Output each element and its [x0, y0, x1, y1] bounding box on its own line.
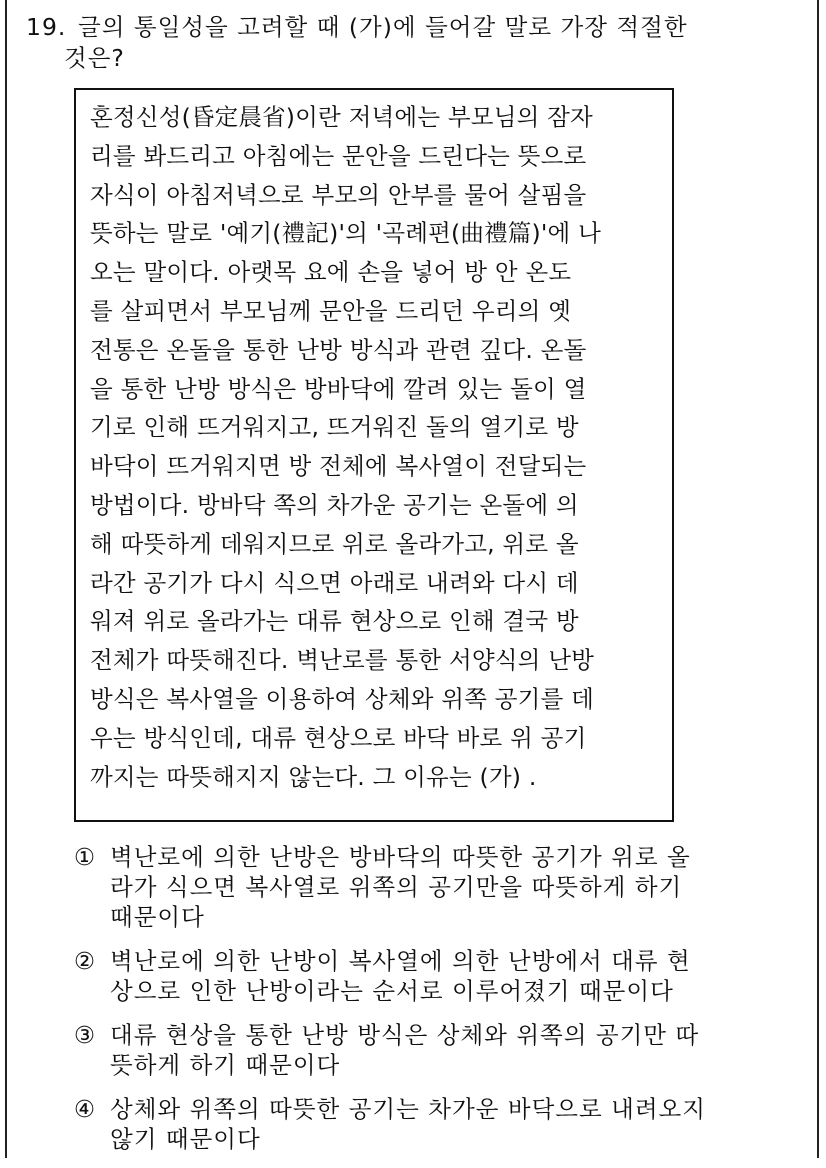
passage-line: 까지는 따뜻해지지 않는다. 그 이유는 (가) . [90, 762, 537, 791]
passage-line: 우는 방식인데, 대류 현상으로 바닥 바로 위 공기 [90, 723, 587, 752]
option-text-line: 상체와 위쪽의 따뜻한 공기는 차가운 바닥으로 내려오지 [110, 1095, 706, 1123]
option-text-line: 않기 때문이다 [110, 1125, 261, 1153]
passage-line: 바닥이 뜨거워지면 방 전체에 복사열이 전달되는 [90, 452, 587, 481]
passage-line: 오는 말이다. 아랫목 요에 손을 넣어 방 안 온도 [90, 258, 572, 287]
passage-box [74, 88, 674, 822]
option-text-line: 뜻하게 하기 때문이다 [110, 1051, 341, 1079]
passage-line: 라간 공기가 다시 식으면 아래로 내려와 다시 데 [90, 568, 579, 597]
passage-line: 전체가 따뜻해진다. 벽난로를 통한 서양식의 난방 [90, 646, 595, 675]
option-1[interactable] [74, 842, 764, 932]
option-marker: ④ [74, 1095, 97, 1123]
passage-line: 방법이다. 방바닥 쪽의 차가운 공기는 온돌에 의 [90, 490, 579, 519]
passage-line: 리를 봐드리고 아침에는 문안을 드린다는 뜻으로 [90, 141, 587, 170]
passage-line: 혼정신성(昏定晨省)이란 저녁에는 부모님의 잠자 [90, 103, 593, 131]
passage-line: 뜻하는 말로 '예기(禮記)'의 '곡례편(曲禮篇)'에 나 [90, 219, 602, 248]
option-marker: ① [74, 843, 97, 871]
option-text-line: 대류 현상을 통한 난방 방식은 상체와 위쪽의 공기만 따 [110, 1021, 700, 1049]
option-4[interactable] [74, 1094, 764, 1154]
answer-options [74, 842, 764, 1168]
option-2[interactable] [74, 946, 764, 1006]
passage-line: 를 살피면서 부모님께 문안을 드리던 우리의 옛 [90, 296, 572, 325]
passage-line: 을 통한 난방 방식은 방바닥에 깔려 있는 돌이 열 [90, 374, 587, 403]
option-marker: ② [74, 947, 97, 975]
passage-line: 워져 위로 올라가는 대류 현상으로 인해 결국 방 [90, 607, 579, 636]
option-text-line: 벽난로에 의한 난방은 방바닥의 따뜻한 공기가 위로 올 [110, 843, 691, 871]
passage-line: 자식이 아침저녁으로 부모의 안부를 물어 살핌을 [90, 180, 587, 209]
option-3[interactable] [74, 1020, 764, 1080]
passage-line: 방식은 복사열을 이용하여 상체와 위쪽 공기를 데 [90, 684, 595, 713]
question-text-line: 글의 통일성을 고려할 때 (가)에 들어갈 말로 가장 적절한 [78, 13, 688, 41]
passage-line: 전통은 온돌을 통한 난방 방식과 관련 깊다. 온돌 [90, 335, 587, 364]
passage-line: 기로 인해 뜨거워지고, 뜨거워진 돌의 열기로 방 [90, 413, 579, 442]
option-text-line: 벽난로에 의한 난방이 복사열에 의한 난방에서 대류 현 [110, 947, 691, 975]
passage-line: 해 따뜻하게 데워지므로 위로 올라가고, 위로 올 [90, 529, 579, 558]
option-text-line: 라가 식으면 복사열로 위쪽의 공기만을 따뜻하게 하기 [110, 873, 683, 901]
option-text-line: 때문이다 [110, 903, 205, 931]
question-text-line: 것은? [64, 44, 125, 72]
question-number: 19. [26, 13, 67, 41]
option-marker: ③ [74, 1021, 97, 1049]
option-text-line: 상으로 인한 난방이라는 순서로 이루어졌기 때문이다 [110, 977, 674, 1005]
